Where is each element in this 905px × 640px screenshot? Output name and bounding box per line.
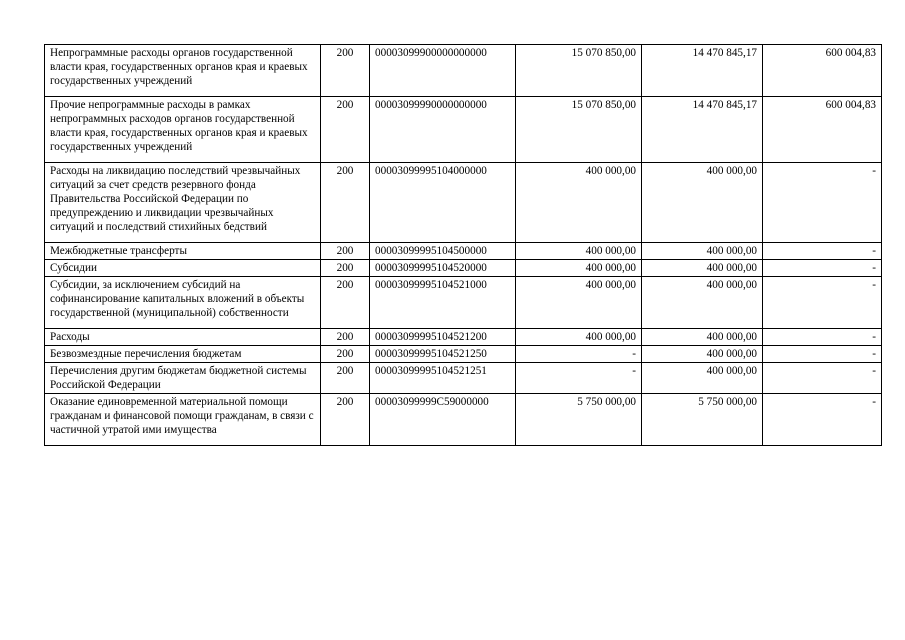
table-row: [45, 394, 882, 446]
table-row: [45, 243, 882, 260]
row-name: Субсидии: [45, 260, 321, 277]
row-budget-code: 00003099995104500000: [370, 243, 516, 260]
row-budget-code: 00003099900000000000: [370, 45, 516, 97]
row-approved-amount: 400 000,00: [516, 260, 642, 277]
row-name: Непрограммные расходы органов государственной власти края, государственных органов края и краевых государственных учреждений: [45, 45, 321, 97]
row-executed-amount: 14 470 845,17: [642, 97, 763, 163]
row-budget-code: 00003099995104521000: [370, 277, 516, 329]
row-unexecuted-amount: 600 004,83: [763, 45, 882, 97]
row-budget-code: 00003099999C59000000: [370, 394, 516, 446]
row-unexecuted-amount: -: [763, 394, 882, 446]
row-approved-amount: 400 000,00: [516, 163, 642, 243]
row-line-code: 200: [321, 363, 370, 394]
row-budget-code: 00003099995104521250: [370, 346, 516, 363]
row-budget-code: 00003099995104000000: [370, 163, 516, 243]
row-name: Расходы на ликвидацию последствий чрезвычайных ситуаций за счет средств резервного фонда Правительства Российской Федерации по предупреждению и ликвидации чрезвычайных ситуаций и последствий стихийных бедствий: [45, 163, 321, 243]
table-row: [45, 260, 882, 277]
row-unexecuted-amount: -: [763, 243, 882, 260]
row-line-code: 200: [321, 243, 370, 260]
table-row: [45, 163, 882, 243]
row-approved-amount: -: [516, 346, 642, 363]
table-row: [45, 363, 882, 394]
row-executed-amount: 400 000,00: [642, 243, 763, 260]
row-executed-amount: 400 000,00: [642, 346, 763, 363]
table-row: [45, 45, 882, 97]
row-executed-amount: 14 470 845,17: [642, 45, 763, 97]
row-line-code: 200: [321, 394, 370, 446]
row-approved-amount: 5 750 000,00: [516, 394, 642, 446]
row-unexecuted-amount: -: [763, 329, 882, 346]
row-executed-amount: 400 000,00: [642, 163, 763, 243]
row-approved-amount: -: [516, 363, 642, 394]
row-name: Перечисления другим бюджетам бюджетной системы Российской Федерации: [45, 363, 321, 394]
row-budget-code: 00003099995104521251: [370, 363, 516, 394]
row-unexecuted-amount: -: [763, 363, 882, 394]
row-name: Субсидии, за исключением субсидий на софинансирование капитальных вложений в объекты государственной (муниципальной) собственности: [45, 277, 321, 329]
row-line-code: 200: [321, 163, 370, 243]
row-executed-amount: 400 000,00: [642, 363, 763, 394]
table-row: [45, 97, 882, 163]
row-name: Межбюджетные трансферты: [45, 243, 321, 260]
row-executed-amount: 400 000,00: [642, 329, 763, 346]
budget-execution-table: [44, 44, 882, 446]
row-unexecuted-amount: -: [763, 163, 882, 243]
row-unexecuted-amount: -: [763, 277, 882, 329]
row-line-code: 200: [321, 329, 370, 346]
table-row: [45, 346, 882, 363]
row-executed-amount: 400 000,00: [642, 260, 763, 277]
row-unexecuted-amount: 600 004,83: [763, 97, 882, 163]
row-name: Безвозмездные перечисления бюджетам: [45, 346, 321, 363]
table-row: [45, 277, 882, 329]
row-executed-amount: 5 750 000,00: [642, 394, 763, 446]
row-name: Расходы: [45, 329, 321, 346]
row-line-code: 200: [321, 97, 370, 163]
row-approved-amount: 15 070 850,00: [516, 45, 642, 97]
row-line-code: 200: [321, 277, 370, 329]
row-unexecuted-amount: -: [763, 260, 882, 277]
table-row: [45, 329, 882, 346]
row-line-code: 200: [321, 260, 370, 277]
row-name: Прочие непрограммные расходы в рамках непрограммных расходов органов государственной власти края, государственных органов края и краевых государственных учреждений: [45, 97, 321, 163]
row-line-code: 200: [321, 346, 370, 363]
row-approved-amount: 400 000,00: [516, 243, 642, 260]
row-budget-code: 00003099995104520000: [370, 260, 516, 277]
row-executed-amount: 400 000,00: [642, 277, 763, 329]
row-approved-amount: 15 070 850,00: [516, 97, 642, 163]
row-name: Оказание единовременной материальной помощи гражданам и финансовой помощи гражданам, в связи с частичной утратой ими имущества: [45, 394, 321, 446]
row-budget-code: 00003099995104521200: [370, 329, 516, 346]
row-approved-amount: 400 000,00: [516, 277, 642, 329]
row-line-code: 200: [321, 45, 370, 97]
row-budget-code: 00003099990000000000: [370, 97, 516, 163]
row-approved-amount: 400 000,00: [516, 329, 642, 346]
row-unexecuted-amount: -: [763, 346, 882, 363]
